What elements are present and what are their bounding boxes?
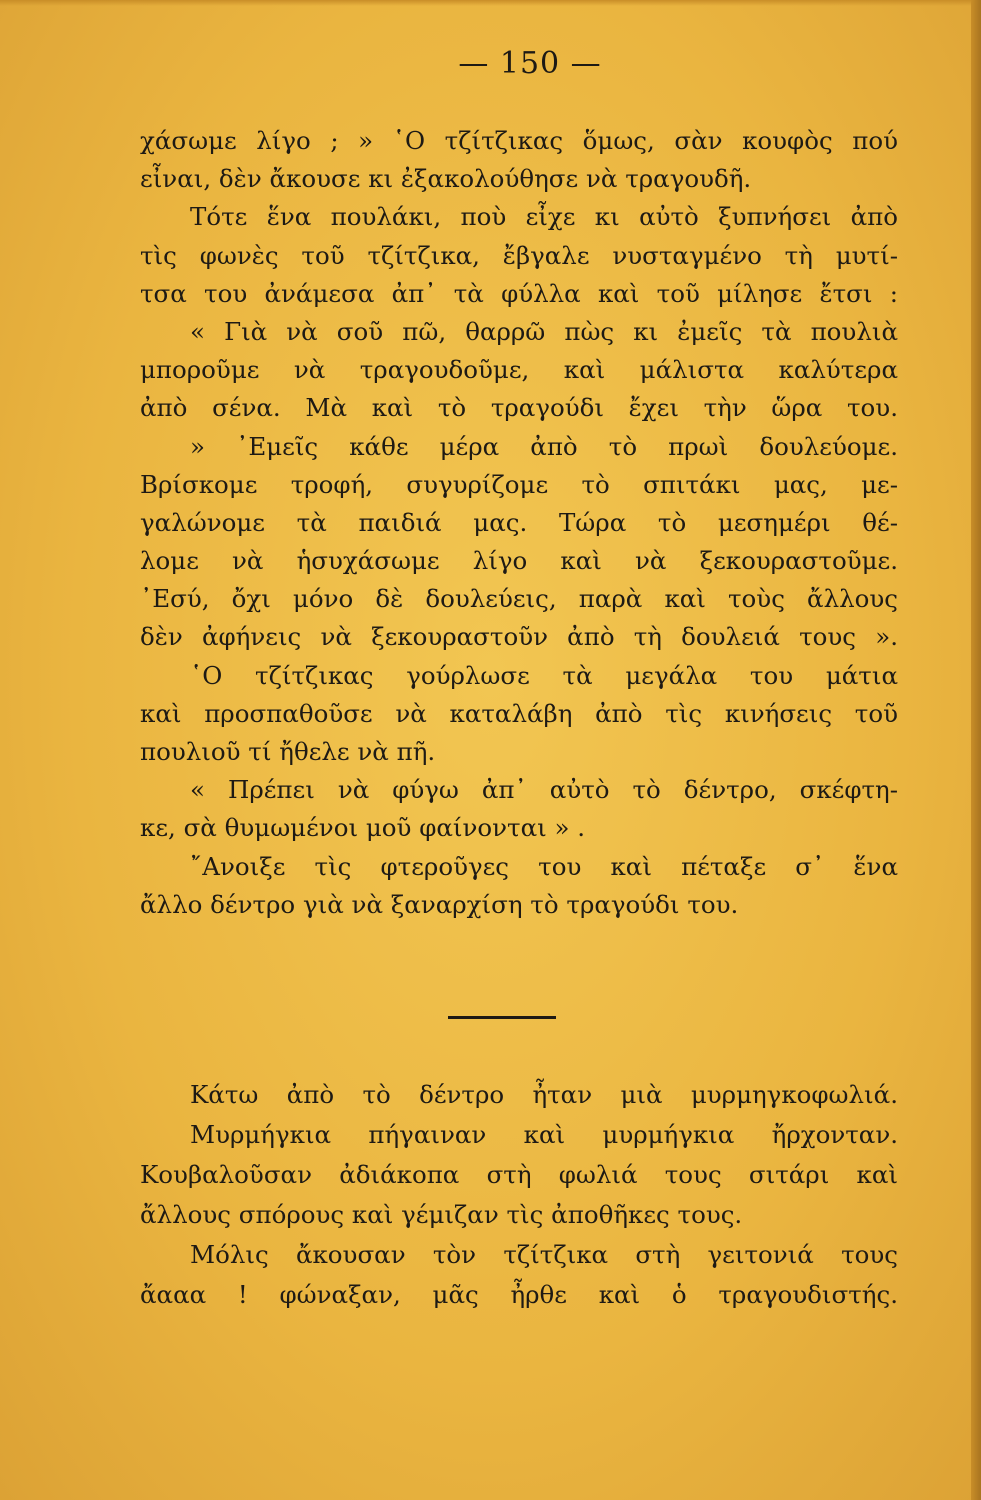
text-line: ᾿Εσύ, ὄχι μόνο δὲ δουλεύεις, παρὰ καὶ τοὺς ἄλλους [140, 584, 898, 614]
text-line: τὶς φωνὲς τοῦ τζίτζικα, ἔβγαλε νυσταγμένο τὴ μυτί- [140, 240, 898, 270]
text-line: Μόλις ἄκουσαν τὸν τζίτζικα στὴ γειτονιά τους [190, 1240, 898, 1269]
text-line: ἀπὸ σένα. Μὰ καὶ τὸ τραγούδι ἔχει τὴν ὥρα του. [140, 393, 898, 423]
page-top-edge [0, 0, 981, 6]
text-line: χάσωμε λίγο ; » ῾Ο τζίτζικας ὅμως, σὰν κουφὸς πού [140, 126, 898, 155]
text-line: ἄααα ! φώναξαν, μᾶς ἦρθε καὶ ὁ τραγουδιστής. [140, 1280, 898, 1309]
text-line: « Πρέπει νὰ φύγω ἀπ᾿ αὐτὸ τὸ δέντρο, σκέφτη- [190, 775, 898, 805]
page-number: — 150 — [458, 46, 602, 81]
text-line: πουλιοῦ τί ἤθελε νὰ πῆ. [140, 737, 436, 766]
text-line: Μυρμήγκια πήγαιναν καὶ μυρμήγκια ἤρχονταν. [190, 1120, 898, 1149]
story-section-cicada-and-bird [140, 122, 898, 924]
text-line: εἶναι, δὲν ἄκουσε κι ἐξακολούθησε νὰ τραγουδῆ. [140, 164, 752, 194]
section-separator-rule [448, 1016, 556, 1019]
text-line: Τότε ἕνα πουλάκι, ποὺ εἶχε κι αὐτὸ ξυπνήσει ἀπὸ [190, 202, 898, 232]
text-line: λομε νὰ ἡσυχάσωμε λίγο καὶ νὰ ξεκουραστοῦμε. [140, 546, 898, 576]
page-right-edge [971, 0, 981, 1500]
story-section-ants [140, 1075, 898, 1315]
text-line: ῎Ανοιξε τὶς φτεροῦγες του καὶ πέταξε σ᾿ ἕνα [190, 851, 898, 881]
text-line: δὲν ἀφήνεις νὰ ξεκουραστοῦν ἀπὸ τὴ δουλειά τους ». [140, 622, 898, 652]
text-line: Βρίσκομε τροφή, συγυρίζομε τὸ σπιτάκι μας, με- [140, 469, 898, 499]
text-line: Κουβαλοῦσαν ἀδιάκοπα στὴ φωλιά τους σιτάρι καὶ [140, 1160, 898, 1189]
text-line: κε, σὰ θυμωμένοι μοῦ φαίνονται » . [140, 813, 586, 843]
text-line: γαλώνομε τὰ παιδιά μας. Τώρα τὸ μεσημέρι θέ- [140, 507, 898, 537]
text-line: τσα του ἀνάμεσα ἀπ᾿ τὰ φύλλα καὶ τοῦ μίλησε ἔτσι : [140, 278, 898, 308]
text-line: ἄλλους σπόρους καὶ γέμιζαν τὶς ἀποθῆκες τους. [140, 1200, 743, 1229]
text-line: καὶ προσπαθοῦσε νὰ καταλάβη ἀπὸ τὶς κινήσεις τοῦ [140, 698, 898, 728]
text-line: Κάτω ἀπὸ τὸ δέντρο ἦταν μιὰ μυρμηγκοφωλιά. [190, 1080, 898, 1109]
text-line: « Γιὰ νὰ σοῦ πῶ, θαρρῶ πὼς κι ἐμεῖς τὰ πουλιὰ [190, 316, 898, 346]
text-line: μποροῦμε νὰ τραγουδοῦμε, καὶ μάλιστα καλύτερα [140, 355, 898, 385]
text-line: ῾Ο τζίτζικας γούρλωσε τὰ μεγάλα του μάτια [190, 660, 898, 690]
text-line: ἄλλο δέντρο γιὰ νὰ ξαναρχίση τὸ τραγούδι του. [140, 889, 739, 919]
text-line: » ᾿Εμεῖς κάθε μέρα ἀπὸ τὸ πρωὶ δουλεύομε. [190, 431, 898, 461]
